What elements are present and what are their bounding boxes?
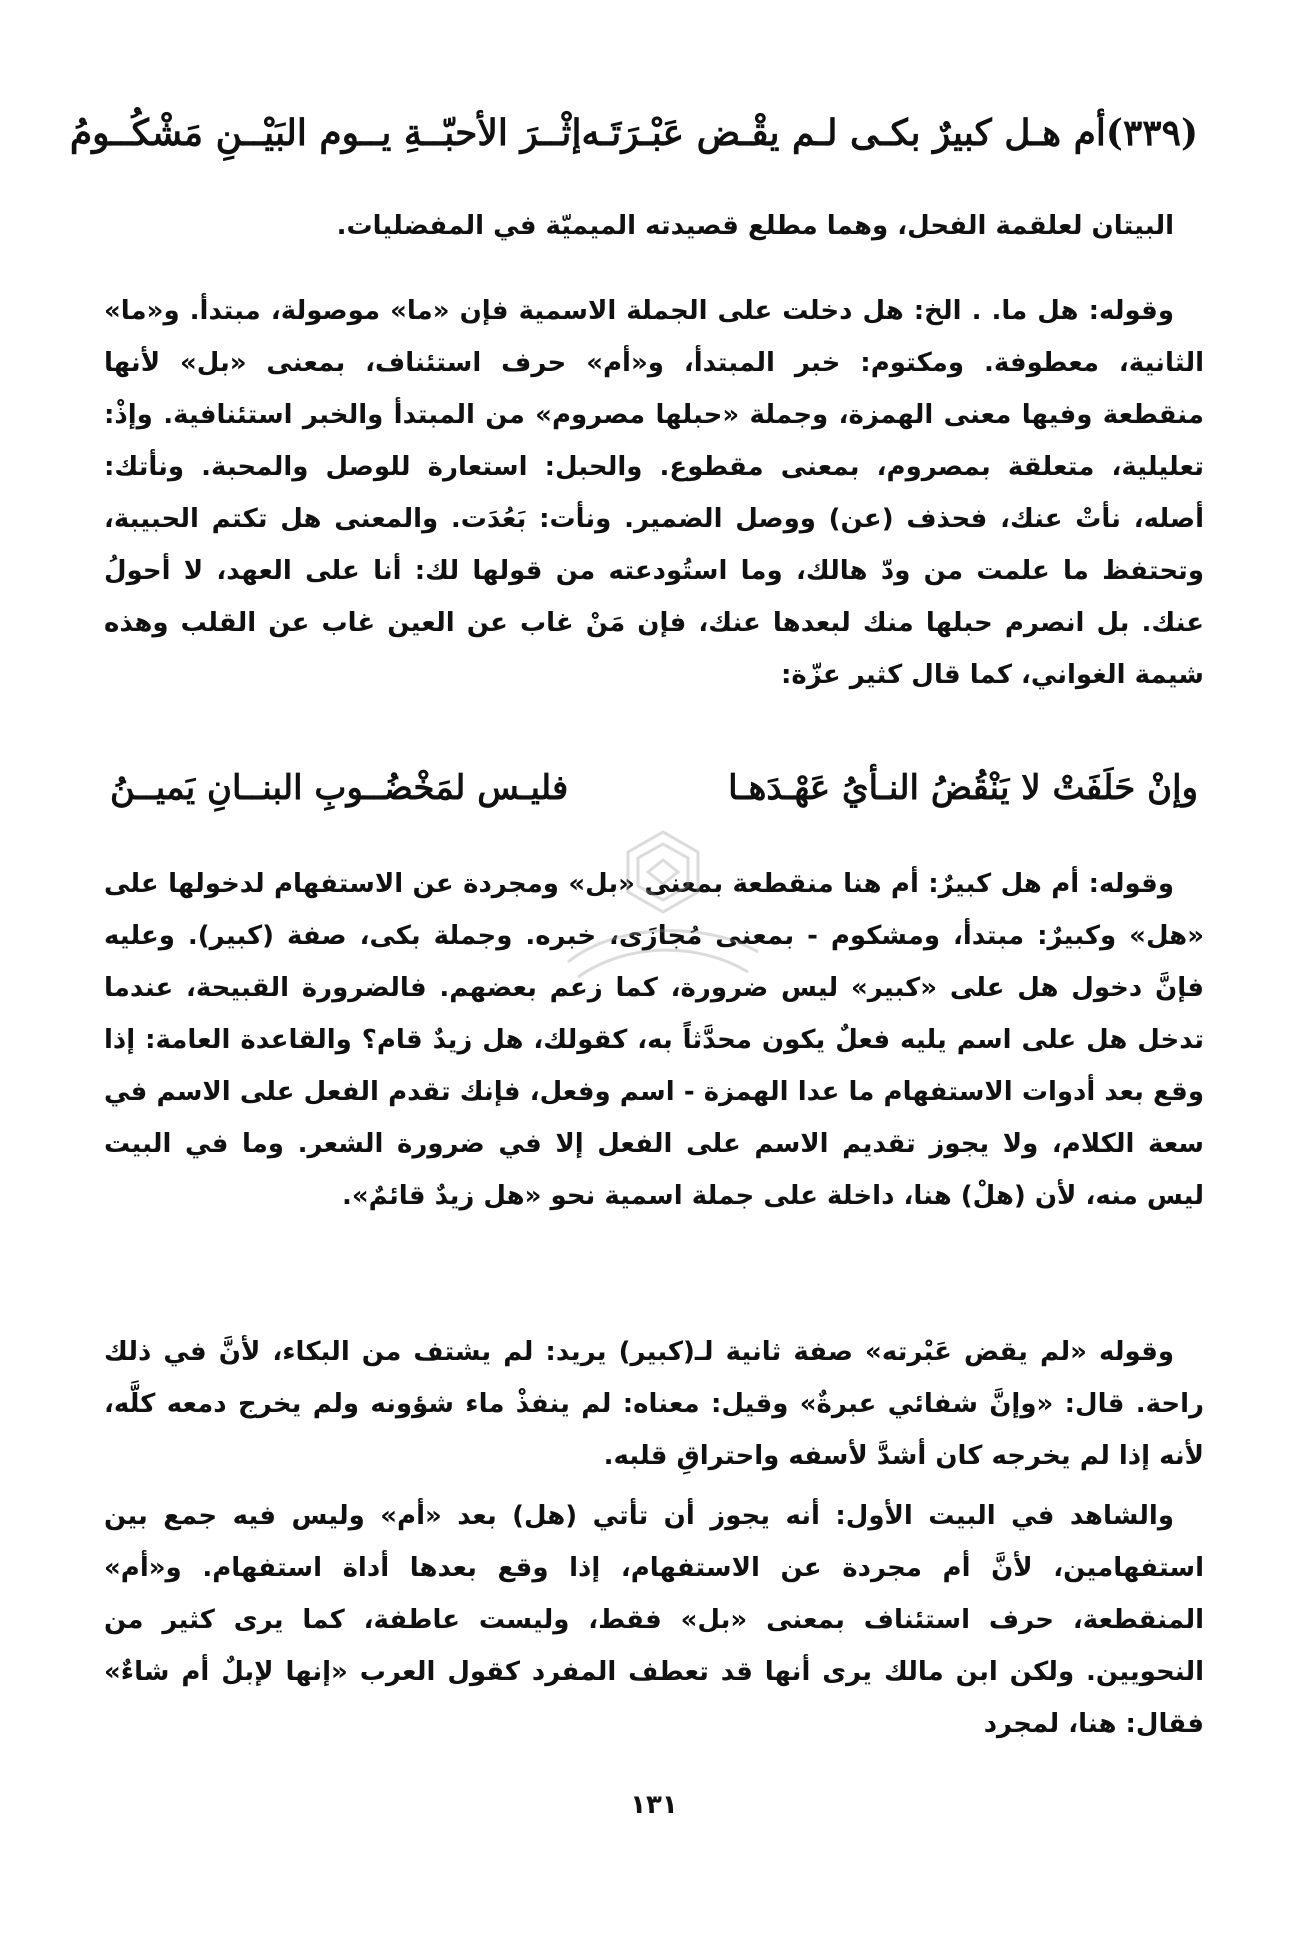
verse-hemistich-second: إثْــرَ الأحبّــةِ يــوم البَيْــنِ مَشْكُــومُ [69, 112, 582, 154]
page-number: ١٣١ [630, 1790, 678, 1820]
verse-line-339 [69, 112, 1198, 154]
verse-hemistich-first: (٣٣٩)أم هـل كبيرٌ بكـى لـم يقْـض عَبْـرَتَـه [581, 112, 1198, 154]
quoted-verse-kuthayyir [110, 768, 1198, 808]
quoted-verse-hemistich-first: وإنْ حَلَفَتْ لا يَنْقُضُ النـأيُ عَهْـدَهـا [728, 768, 1198, 808]
library-seal-icon [548, 812, 778, 1012]
commentary-paragraph-2: وقوله: أم هل كبيرٌ: أم هنا منقطعة بمعنى «بل» ومجردة عن الاستفهام لدخولها على «هل» وكبيرٌ: مبتدأ، ومشكوم - بمعنى مُجازَى، خبره. وجملة بكى، صفة (كبير). وعليه فإنَّ دخول هل على «كبير» ليس ضرورة، كما زعم بعضهم. فالضرورة القبيحة، عندما تدخل هل على اسم يليه فعلٌ يكون محدَّثاً به، كقولك، هل زيدٌ قام؟ والقاعدة العامة: إذا وقع بعد أدوات الاستفهام ما عدا الهمزة - اسم وفعل، فإنك تقدم الفعل على الاسم في سعة الكلام، ولا يجوز تقديم الاسم على الفعل إلا في ضرورة الشعر. وما في البيت ليس منه، لأن (هلْ) هنا، داخلة على جملة اسمية نحو «هل زيدٌ قائمٌ». [104, 869, 1204, 1211]
commentary-paragraph-1: وقوله: هل ما. . الخ: هل دخلت على الجملة الاسمية فإن «ما» موصولة، مبتدأ. و«ما» الثانية، معطوفة. ومكتوم: خبر المبتدأ، و«أم» حرف استئناف، بمعنى «بل» لأنها منقطعة وفيها معنى الهمزة، وجملة «حبلها مصروم» من المبتدأ والخبر استئنافية. وإذْ: تعليلية، متعلقة بمصروم، بمعنى مقطوع. والحبل: استعارة للوصل والمحبة. ونأتك: أصله، نأتْ عنك، فحذف (عن) ووصل الضمير. ونأت: بَعُدَت. والمعنى هل تكتم الحبيبة، وتحتفظ ما علمت من ودّ هالك، وما استُودعته من قولها لك: أنا على العهد، لا أحولُ عنك. بل انصرم حبلها منك لبعدها عنك، فإن مَنْ غاب عن العين غاب عن القلب وهذه شيمة الغواني، كما قال كثير عزّة: [104, 296, 1204, 690]
quoted-verse-hemistich-second: فليـس لمَخْضُــوبِ البنــانِ يَميــنُ [110, 768, 569, 808]
commentary-paragraph-3: وقوله «لم يقض عَبْرته» صفة ثانية لـ(كبير) يريد: لم يشتف من البكاء، لأنَّ في ذلك راحة. قال: «وإنَّ شفائي عبرةٌ» وقيل: معناه: لم ينفذْ ماء شؤونه ولم يخرج دمعه كلَّه، لأنه إذا لم يخرجه كان أشدَّ لأسفه واحتراقِ قلبه. [104, 1337, 1204, 1471]
commentary-paragraph-4: والشاهد في البيت الأول: أنه يجوز أن تأتي (هل) بعد «أم» وليس فيه جمع بين استفهامين، لأنَّ أم مجردة عن الاستفهام، إذا وقع بعدها أداة استفهام. و«أم» المنقطعة، حرف استئناف بمعنى «بل» فقط، وليست عاطفة، كما يرى كثير من النحويين. ولكن ابن مالك يرى أنها قد تعطف المفرد كقول العرب «إنها لإبلٌ أم شاءٌ» فقال: هنا، لمجرد [104, 1501, 1204, 1739]
verse-attribution-paragraph: البيتان لعلقمة الفحل، وهما مطلع قصيدته الميميّة في المفضليات. [336, 211, 1174, 241]
